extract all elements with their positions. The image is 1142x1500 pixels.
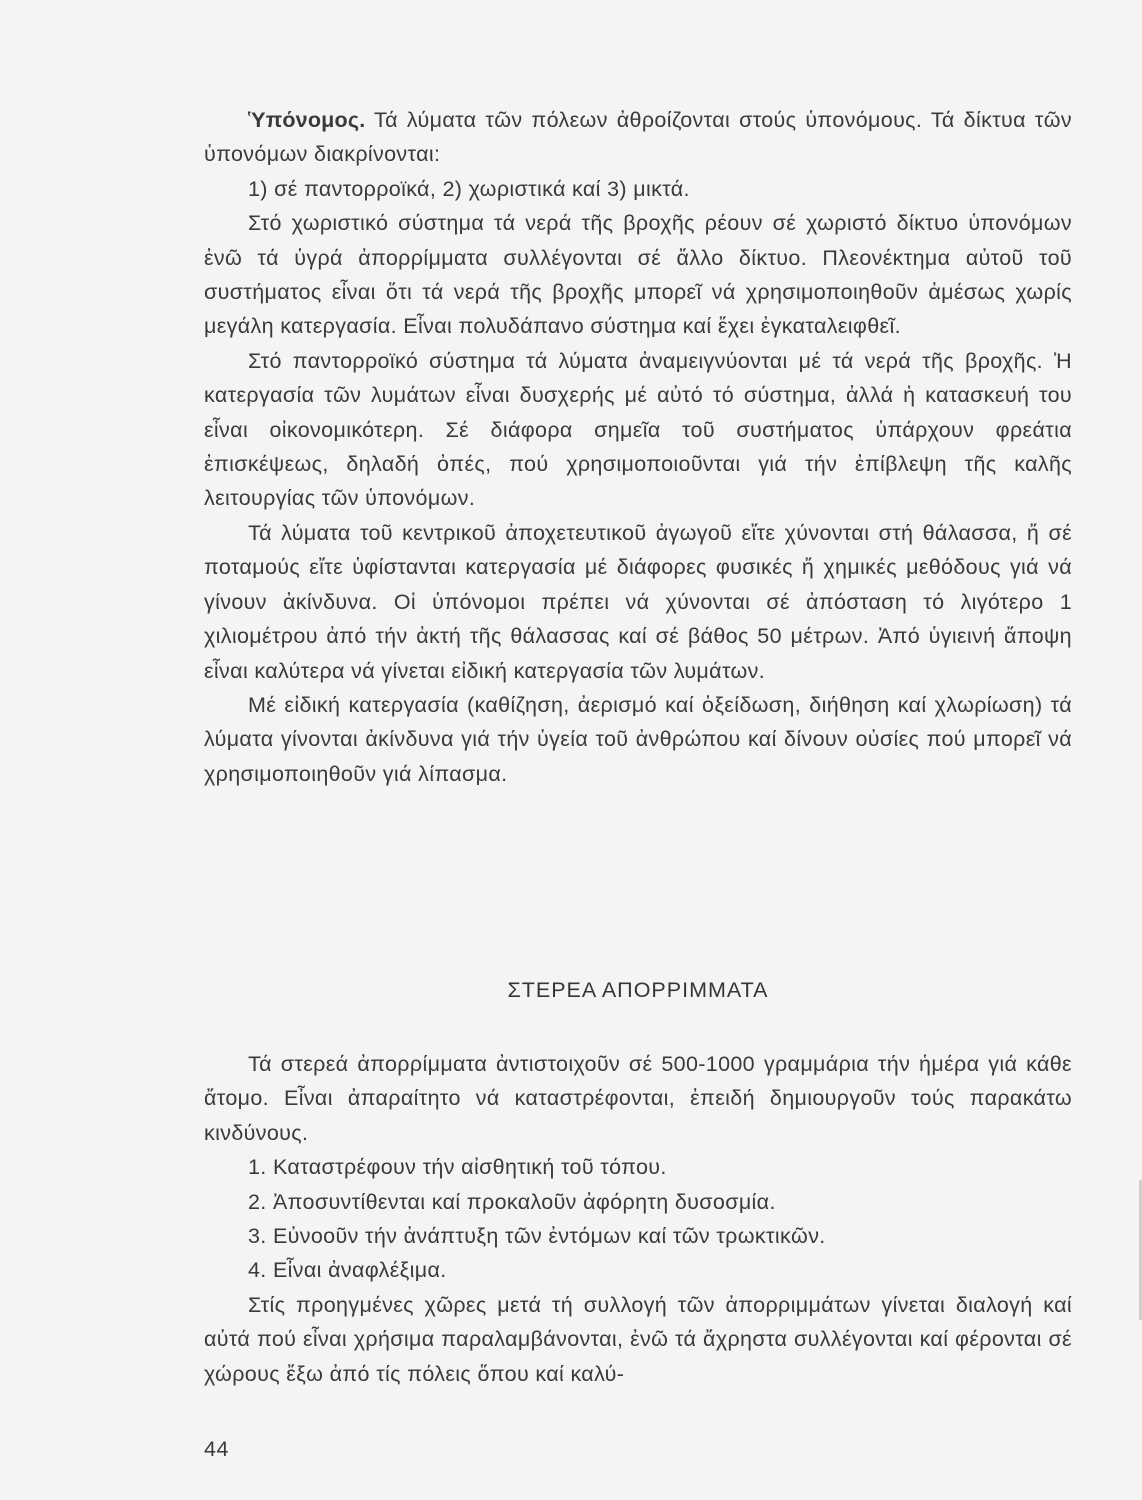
page-number: 44: [204, 1437, 229, 1461]
paragraph-discharge: Τά λύματα τοῦ κεντρικοῦ ἀποχετευτικοῦ ἀγωγοῦ εἴτε χύνονται στή θάλασσα, ἤ σέ ποταμούς εἴτε ὑφίστανται κατεργασία μέ διάφορες φυσικές ἤ χημικές μεθόδους γιά νά γίνουν ἀκίνδυνα. Οἱ ὑπόνομοι πρέπει νά χύνονται σέ ἀπόσταση τό λιγότερο 1 χιλιομέτρου ἀπό τήν ἀκτή τῆς θάλασσας καί σέ βάθος 50 μέτρων. Ἀπό ὑγιεινή ἄποψη εἶναι καλύτερα νά γίνεται εἰδική κατεργασία τῶν λυμάτων.: [204, 520, 1072, 683]
closing-paragraph: Στίς προηγμένες χῶρες μετά τή συλλογή τῶν ἀπορριμμάτων γίνεται διαλογή καί αὐτά πού εἶναι χρήσιμα παραλαμβάνονται, ἐνῶ τά ἄχρηστα συλλέγονται καί φέρονται σέ χώρους ἔξω ἀπό τίς πόλεις ὅπου καί καλύ-: [204, 1292, 1072, 1386]
paragraph-separate-system: Στό χωριστικό σύστημα τά νερά τῆς βροχῆς ρέουν σέ χωριστό δίκτυο ὑπονόμων ἐνῶ τά ὑγρά ἀπορρίμματα συλλέγονται σέ ἄλλο δίκτυο. Πλεονέκτημα αὐτοῦ τοῦ συστήματος εἶναι ὅτι τά νερά τῆς βροχῆς μπορεῖ νά χρησιμοποιηθοῦν ἀμέσως χωρίς μεγάλη κατεργασία. Εἶναι πολυδάπανο σύστημα καί ἔχει ἐγκαταλειφθεῖ.: [204, 211, 1072, 339]
list-item: 1. Καταστρέφουν τήν αἰσθητική τοῦ τόπου.: [248, 1155, 667, 1180]
sewer-types: 1) σέ παντορροϊκά, 2) χωριστικά καί 3) μικτά.: [248, 176, 690, 201]
paragraph-treatment: Μέ εἰδική κατεργασία (καθίζηση, ἀερισμό καί ὀξείδωση, διήθηση καί χλωρίωση) τά λύματα γίνονται ἀκίνδυνα γιά τήν ὑγεία τοῦ ἀνθρώπου καί δίνουν οὐσίες πού μπορεῖ νά χρησιμοποιηθοῦν γιά λίπασμα.: [204, 692, 1072, 786]
list-item: 4. Εἶναι ἀναφλέξιμα.: [248, 1258, 447, 1283]
intro-paragraph: [204, 103, 1072, 172]
section-title-solid-waste: ΣΤΕΡΕΑ ΑΠΟΡΡΙΜΜΑΤΑ: [507, 978, 769, 1002]
section-sewers: [204, 103, 1072, 791]
solid-waste-intro: Τά στερεά ἀπορρίμματα ἀντιστοιχοῦν σέ 500-1000 γραμμάρια τήν ἡμέρα γιά κάθε ἄτομο. Εἶναι ἀπαραίτητο νά καταστρέφονται, ἐπειδή δημιουργοῦν τούς παρακάτω κινδύνους.: [204, 1052, 1072, 1145]
list-item: 3. Εὐνοοῦν τήν ἀνάπτυξη τῶν ἐντόμων καί τῶν τρωκτικῶν.: [248, 1224, 826, 1249]
intro-text: Τά λύματα τῶν πόλεων ἀθροίζονται στούς ὑπονόμους. Τά δίκτυα τῶν ὑπονόμων διακρίνονται:: [204, 108, 1072, 167]
sewer-heading: Ὑπόνομος.: [248, 108, 366, 132]
section-solid-waste: [204, 1047, 1072, 1391]
paragraph-combined-system: Στό παντορροϊκό σύστημα τά λύματα ἀναμειγνύονται μέ τά νερά τῆς βροχῆς. Ἡ κατεργασία τῶν λυμάτων εἶναι δυσχερής μέ αὐτό τό σύστημα, ἀλλά ἡ κατασκευή του εἶναι οἰκονομικότερη. Σέ διάφορα σημεῖα τοῦ συστήματος ὑπάρχουν φρεάτια ἐπισκέψεως, δηλαδή ὀπές, πού χρησιμοποιοῦνται γιά τήν ἐπίβλεψη τῆς καλῆς λειτουργίας τῶν ὑπονόμων.: [204, 348, 1072, 511]
list-item: 2. Ἀποσυντίθενται καί προκαλοῦν ἀφόρητη δυσοσμία.: [248, 1189, 776, 1214]
